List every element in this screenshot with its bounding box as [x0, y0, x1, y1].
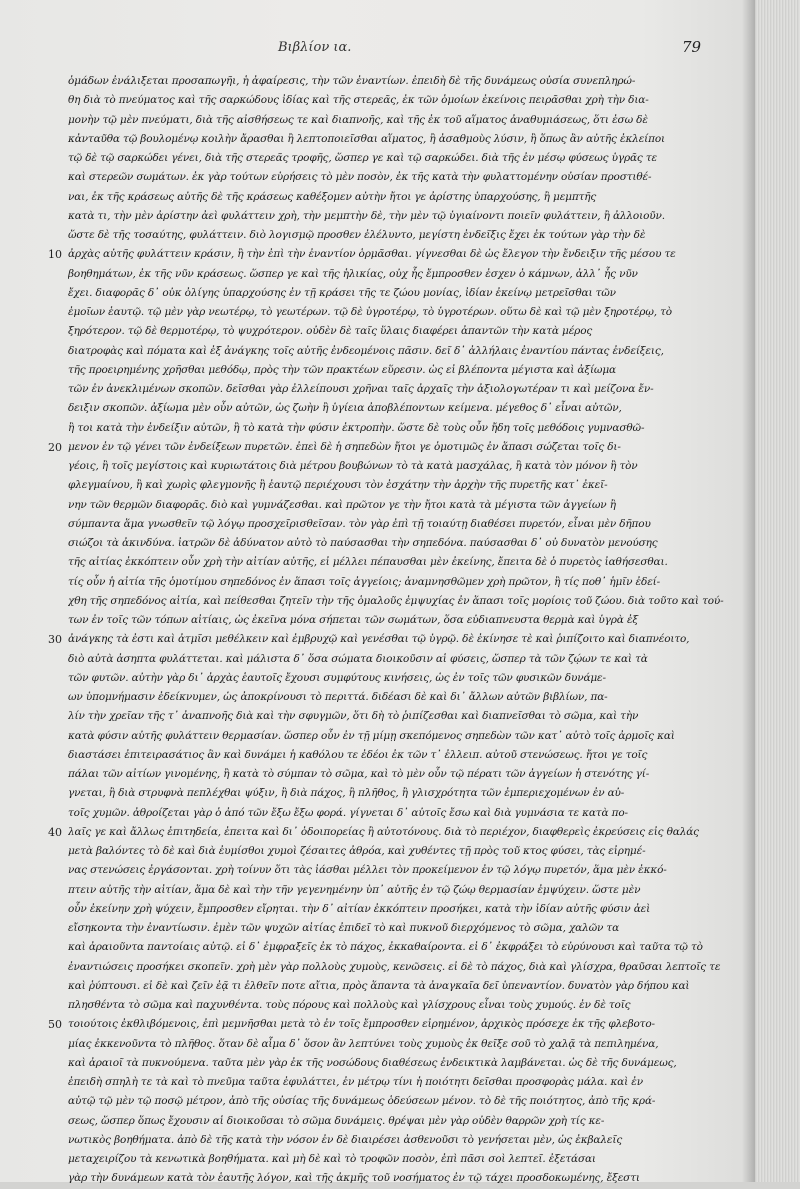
text-line: ἀρχὰς αὐτῆς φυλάττειν κράσιν, ἢ τὴν ἐπὶ τὴν ἐναντίον ὁρμᾶσθαι. γίγνεσθαι δὲ ὡς ἔλεγον τὴν ἔνδειξιν τῆς μέσου τε — [68, 248, 676, 261]
text-line: ἔχει. διαφορᾶς δ᾽ οὐκ ὀλίγης ὑπαρχούσης ἐν τῇ κράσει τῆς τε ζώου μονίας, ἰδίαν ἐκείνῳ μετρεῖσθαι τῶν — [68, 286, 616, 299]
text-line: γνεται, ἢ διὰ στρυφνὰ πεπλέχθαι ψύξιν, ἢ διὰ πάχος, ἢ πλῆθος, ἢ γλισχρότητα τῶν ἐμπεριεχομένων ἐν αὐ- — [68, 787, 625, 800]
text-line: κατὰ φύσιν αὐτῆς φυλάττειν θερμασίαν. ὥσπερ οὖν ἐν τῇ μίμῃ σκεπόμενος σηπεδὼν τῶν κατ᾽ αὐτὸ τοῖς ἀρμοῖς καὶ — [68, 729, 675, 742]
line-number-30: 30 — [48, 633, 62, 647]
text-line: τίς οὖν ἡ αἰτία τῆς ὁμοτίμου σηπεδόνος ἐν ἅπασι τοῖς ἀγγείοις; ἀναμνησθῶμεν χρὴ πρῶτον, ἢ τίς ποθ᾽ ἡμῖν ἐδεί- — [68, 575, 661, 588]
text-line: ἐπειδὴ σπηλὴ τε τὰ καὶ τὸ πνεῦμα ταῦτα ἐφυλάττει, ἐν μέτρῳ τίνι ἡ ποιότητι δεῖσθαι προσφορὰς μάλα. καὶ ἐν — [68, 1076, 643, 1088]
text-line: ἐμοῖων ἑαυτῷ. τῷ μὲν γὰρ νεωτέρῳ, τὸ γεωτέρων. τῷ δὲ ὑγροτέρῳ, τὸ ὑγροτέρων. οὕτω δὲ καὶ τῷ μὲν ξηροτέρῳ, τὸ — [68, 306, 672, 318]
text-line: ἀνάγκης τὰ ἐστι καὶ ἀτμῖσι μεθέλκειν καὶ ἐμβρυχῷ καὶ γενέσθαι τῷ ὑγρῷ. δὲ ἐκίνησε τὲ καὶ ῥιπίζοιτο καὶ διαπνέοιτο, — [68, 633, 690, 646]
text-line: νωτικὸς βοηθήματα. ἀπὸ δὲ τῆς κατὰ τὴν νόσον ἐν δὲ διαιρέσει ἀσθενοῦσι τὸ γενήσεται μὲν, ὡς ἐκβαλεῖς — [68, 1133, 623, 1146]
text-line: μετὰ βαλόντες τὸ δὲ καὶ διὰ ἐυμίσθοι χυμοὶ ζέσαιτες ἀθρόα, καὶ χυθέντες τῇ πρὸς τοῦ κτος φύσει, τὰς εἰρημέ- — [68, 845, 646, 857]
text-line: καὶ ῥύπτουσι. εἰ δὲ καὶ ζεῖν ἐᾷ τι ἐλθεῖν ποτε αἴτια, πρὸς ἅπαντα τὰ ἀναγκαῖα δεῖ ὑπεναντίον. δυνατὸν γὰρ δήπου καὶ — [68, 979, 690, 992]
text-line: μενον ἐν τῷ γένει τῶν ἐνδείξεων πυρετῶν. ἐπεὶ δὲ ἡ σηπεδὼν ἤτοι γε ὁμοτιμῶς ἐν ἅπασι σώζεται τοῖς δι- — [68, 440, 621, 453]
text-line: νας στενώσεις ἐργάσονται. χρὴ τοίνυν ὅτι τὰς ἰάσθαι μέλλει τὸν προκείμενον ἐν τῷ λόγῳ πυρετόν, ἅμα μὲν ἐκκό- — [68, 864, 667, 877]
text-line: κἀνταῦθα τῷ βουλομένῳ κοιλὴν ἄρασθαι ἢ λεπτοποιεῖσθαι αἵματος, ἢ ἀσαθμοὺς λύσιν, ἢ ὅπως ἂν αὐτῆς ἐκλείποι — [68, 132, 666, 145]
line-number-20: 20 — [48, 440, 62, 454]
line-number-10: 10 — [48, 248, 62, 262]
text-line: βοηθημάτων, ἐκ τῆς νῦν κράσεως. ὥσπερ γε καὶ τῆς ἡλικίας, οὐχ ἧς ἔμπροσθεν ἐσχεν ὁ κάμνων, ἀλλ᾽ ἧς νῦν — [68, 267, 638, 280]
text-line: τῶν φυτῶν. αὐτὴν γὰρ δι᾽ ἀρχὰς ἑαυτοῖς ἔχουσι συμφύτους κινήσεις, ὡς ἐν τοῖς τῶν φυσικῶν δυνάμε- — [68, 671, 606, 684]
text-line: λαῖς γε καὶ ἄλλως ἐπιτηδεία, ἐπειτα καὶ δι᾽ ὁδοιπορείας ἢ αὐτοτόνους. διὰ τὸ περιέχον, διαφθερεὶς ἐκρεύσεις εἰς θαλάς — [68, 825, 699, 838]
text-line: εἴσηκοντα τὴν ἐναντίωσιν. ἐμὲν τῶν ψυχῶν αἰτίας ἐπιδεῖ τὸ καὶ πυκνοῦ διερχόμενος τὸ σῶμα, χαλῶν τα — [68, 922, 620, 934]
text-line: μίας ἐκκενοῦντα τὸ πλῆθος. ὅταν δὲ αἷμα δ᾽ ὅσον ἂν λεπτύνει τοὺς χυμοὺς ἐκ θεῖξε σοῦ τὸ χαλᾷ τὰ πεπιλημένα, — [68, 1037, 659, 1050]
text-line: ναι, ἐκ τῆς κράσεως αὐτῆς δὲ τῆς κράσεως καθέξομεν αὐτὴν ἤτοι γε ἀρίστης ὑπαρχούσης, ἢ μεμπτῆς — [68, 190, 597, 203]
text-line: πλησθέντα τὸ σῶμα καὶ παχυνθέντα. τοὺς πόρους καὶ πολλοὺς καὶ γλίσχρους εἶναι τοὺς χυμούς. ἐν δὲ τοῖς — [68, 999, 631, 1011]
text-line: ἢ τοι κατὰ τὴν ἐνδείξιν αὐτῶν, ἢ τὸ κατὰ τὴν φύσιν ἐκτροπὴν. ὥστε δὲ τοὺς οὖν ἤδη τοῖς μεθόδοις γυμνασθῶ- — [68, 421, 645, 434]
text-line: καὶ ἀραιοῖ τὰ πυκνούμενα. ταῦτα μὲν γὰρ ἐκ τῆς νοσώδους διαθέσεως ἐνδεικτικὰ λαμβάνεται. ὡς δὲ τῆς δυνάμεως, — [68, 1056, 677, 1069]
greek-text-block — [68, 72, 738, 1189]
text-line: τῷ δὲ τῷ σαρκώδει γένει, διὰ τῆς στερεᾶς τροφῆς, ὥσπερ γε καὶ τῷ σαρκώδει. διὰ τῆς ἐν μέσῳ φύσεως ὑγρᾶς τε — [68, 152, 657, 164]
text-line: ὁμάδων ἐνάλιξεται προσαπωγῆι, ἡ ἀφαίρεσις, τὴν τῶν ἐναντίων. ἐπειδὴ δὲ τῆς δυνάμεως οὐσία συνεπληρώ- — [68, 75, 636, 87]
text-line: ἐναντιώσεις προσήκει σκοπεῖν. χρὴ μὲν γὰρ πολλοὺς χυμοὺς, κενῶσεις. εἰ δὲ τὸ πάχος, διὰ καὶ γλίσχρα, θραῦσαι λεπτοῖς τε — [68, 960, 721, 973]
text-line: τοιούτοις ἐκθλιβόμενοις, ἐπὶ μεμνῆσθαι μετὰ τὸ ἐν τοῖς ἔμπροσθεν εἰρημένον, ἀρχικὸς πρόσεχε ἐκ τῆς φλεβοτο- — [68, 1018, 655, 1031]
page-edges — [755, 0, 800, 1182]
text-line: ὥστε δὲ τῆς τοσαύτης, φυλάττειν. διὸ λογισμῷ προσθεν ἐλέλυντο, μεγίστη ἐνδεῖξις ἔχει ἐκ τούτων γὰρ τὴν δὲ — [68, 229, 646, 241]
gutter-shadow — [742, 0, 756, 1182]
text-line: τῶν ἐν ἀνεκλιμένων σκοπῶν. δεῖσθαι γὰρ ἐλλείπουσι χρῆναι ταῖς ἀρχαῖς τὴν ἀξιολογωτέραν τι καὶ μείζονα ἔν- — [68, 383, 654, 395]
page-number: 79 — [682, 38, 702, 56]
text-line: ξηρότερον. τῷ δὲ θερμοτέρῳ, τὸ ψυχρότερον. οὐδὲν δὲ ταῖς ὕλαις διαφέρει ἀπαντῶν τὴν κατὰ μέρος — [68, 325, 593, 338]
text-line: φλεγμαίνου, ἢ καὶ χωρὶς φλεγμονῆς ἢ ἑαυτῷ περιέχουσι τὸν ἐσχάτην τὴν ἀρχὴν τῆς πυρετῆς κατ᾽ ἐκεῖ- — [68, 479, 608, 492]
text-line: πάλαι τῶν αἰτίων γινομένης, ἢ κατὰ τὸ σύμπαν τὸ σῶμα, καὶ τὸ μὲν οὖν τῷ πέρατι τῶν ἀγγείων ἡ στενότης γί- — [68, 768, 650, 780]
text-line: γὰρ τὴν δυνάμεων κατὰ τὸν ἑαυτῆς λόγον, καὶ τῆς ἀκμῆς τοῦ νοσήματος ἐν τῷ τάχει προσδοκωμένης, ἔξεστι — [68, 1172, 640, 1185]
text-line: τῆς αἰτίας ἐκκόπτειν οὖν χρὴ τὴν αἰτίαν αὐτῆς, εἰ μέλλει πέπαυσθαι μὲν ἐκείνης, ἔπειτα δὲ ὁ πυρετὸς ἰαθήσεσθαι. — [68, 556, 668, 569]
text-line: διὸ αὐτὰ ἀσηπτα φυλάττεται. καὶ μάλιστα δ᾽ ὅσα σώματα διοικοῦσιν αἱ φύσεις, ὥσπερ τὰ τῶν ζῴων τε καὶ τὰ — [68, 652, 648, 665]
text-line: τοῖς χυμῶν. ἀθροίζεται γὰρ ὁ ἀπό τῶν ἔξω ἔξω φορά. γίγνεται δ᾽ αὐτοῖς ἔσω καὶ διὰ γυμνάσια τε κατὰ πο- — [68, 806, 628, 819]
text-line: οὖν ἐκείνην χρὴ ψύχειν, ἔμπροσθεν εἴρηται. τὴν δ᾽ αἰτίαν ἐκκόπτειν προσήκει, κατὰ τὴν ἰδίαν αὐτῆς φύσιν ἀεὶ — [68, 902, 651, 915]
line-number-40: 40 — [48, 825, 62, 839]
text-line: ων ὑπομνήμασιν ἐδείκνυμεν, ὡς ἀποκρίνουσι τὸ περιττά. διδέασι δὲ καὶ δι᾽ ἄλλων αὐτῶν βιβλίων, πα- — [68, 691, 608, 703]
text-line: μεταχειρίζου τὰ κενωτικὰ βοηθήματα. καὶ μὴ δὲ καὶ τὸ τροφῶν ποσὸν, ἐπὶ πᾶσι σοὶ λεπτεῖ. ἐξετάσαι — [68, 1153, 596, 1165]
text-line: κατὰ τι, τὴν μὲν ἀρίστην ἀεὶ φυλάττειν χρὴ, τὴν μεμπτὴν δὲ, τὴν μὲν τῷ ὑγιαίνοντι ποιεῖν φυλάττειν, ἢ ἀλλοιοῦν. — [68, 209, 665, 222]
text-line: λίν τὴν χρεῖαν τῆς τ᾽ ἀναπνοῆς διὰ καὶ τὴν σφυγμῶν, ὅτι δὴ τὸ ῥιπίζεσθαι καὶ διαπνεῖσθαι τὸ σῶμα, καὶ τὴν — [68, 710, 639, 723]
text-line: σύμπαντα ἅμα γνωσθεῖν τῷ λόγῳ προσχεῖρισθεῖσαν. τὸν γὰρ ἐπὶ τῇ τοιαύτῃ διαθέσει πυρετόν, εἶναι μὲν δῆπου — [68, 517, 651, 530]
text-line: μονὴν τῷ μὲν πνεύματι, διὰ τῆς αἰσθήσεως τε καὶ διαπνοῆς, καὶ τῆς ἐκ τοῦ αἵματος ἀναθυμιάσεως, ὅτι ἐσω δὲ — [68, 113, 648, 126]
text-line: τῆς προειρημένης χρῆσθαι μεθόδῳ, πρὸς τὴν τῶν πρακτέων εὕρεσιν. ὡς εἰ βλέποντα μέγιστα καὶ ἀξίωμα — [68, 363, 616, 376]
text-line: καὶ ἀραιοῦντα παντοίαις αὐτῷ. εἰ δ᾽ ἐμφραξεῖς ἐκ τὸ πάχος, ἐκκαθαίροντα. εἰ δ᾽ ἐκφράξει τὸ εὐρύνουσι καὶ ταῦτα τῷ τὸ — [68, 941, 703, 954]
running-head: Βιβλίον ια. — [278, 40, 352, 55]
text-line: σεως, ὥσπερ ὅπως ἔχουσιν αἱ διοικοῦσαι τὸ σῶμα δυνάμεις. θρέψαι μὲν γὰρ οὐδὲν θαρρῶν χρὴ τίς κε- — [68, 1114, 605, 1127]
text-line: καὶ στερεῶν σωμάτων. ἐκ γὰρ τούτων εὑρήσεις τὸ μὲν ποσὸν, ἐκ τῆς κατὰ τὴν φυλαττομένην οὐσίαν προστιθέ- — [68, 171, 652, 184]
text-line: των ἐν τοῖς τῶν τόπων αἰτίαις, ὡς ἐκεῖνα μόνα σήπεται τῶν σωμάτων, ὅσα εὐδιαπνευστα θερμὰ καὶ ὑγρὰ ἐξ — [68, 614, 639, 626]
text-line: χθη τῆς σηπεδόνος αἰτία, καὶ πείθεσθαι ζητεῖν τὴν τῆς ὁμαλοῦς ἐμψυχίας ἐν ἅπασι τοῖς μορίοις τοῦ ζώου. διὰ τοῦτο καὶ τού- — [68, 594, 724, 607]
text-line: σιώζοι τὰ ἀκινδύνα. ἰατρῶν δὲ ἀδύνατον αὐτὸ τὸ παύσασθαι τὴν σηπεδόνα. παύσασθαι δ᾽ οὐ δυνατὸν μενούσης — [68, 537, 658, 549]
text-line: θη διὰ τὸ πνεύματος καὶ τῆς σαρκώδους ἰδίας καὶ τῆς στερεᾶς, ἐκ τῶν ὁμοίων ἐκείνοις πειρᾶσθαι χρὴ τὴν δια- — [68, 94, 649, 107]
text-line: δειξιν σκοπῶν. ἀξίωμα μὲν οὖν αὐτῶν, ὡς ζωὴν ἢ ὑγίεια ἀποβλέποντων κείμενα. μέγεθος δ᾽ εἶναι αὐτῶν, — [68, 402, 622, 415]
line-number-50: 50 — [48, 1018, 62, 1032]
text-line: διαστάσει ἐπιτειρασάτιος ἂν καὶ δυνάμει ἡ καθόλου τε ἐδέοι ἐκ τῶν τ᾽ ἐλλειπ. αὐτοῦ στενώσεως. ἤτοι γε τοῖς — [68, 748, 648, 761]
text-line: αὐτῷ τῷ μὲν τῷ ποσῷ μέτρον, ἀπὸ τῆς οὐσίας τῆς δυνάμεως ὁδεύσεων μένον. τὸ δὲ τῆς ποιότητος, ἀπὸ τῆς κρά- — [68, 1095, 656, 1108]
text-line: γέοις, ἢ τοῖς μεγίστοις καὶ κυριωτάτοις διὰ μέτρου βουβώνων τὸ τὰ κατὰ μασχάλας, ἢ κατὰ τὸν μόνον ἢ τὸν — [68, 460, 638, 472]
text-line: πτειν αὐτῆς τὴν αἰτίαν, ἅμα δὲ καὶ τὴν τῆν γεγενημένην ὑπ᾽ αὐτῆς ἐν τῷ ζώῳ θερμασίαν ἐμψύχειν. ὥστε μὲν — [68, 883, 641, 896]
text-line: νην τῶν θερμῶν διαφορᾶς. διὸ καὶ γυμνάζεσθαι. καὶ πρῶτον γε τὴν ἤτοι κατὰ τὰ μέγιστα τῶν ἀγγείων ἢ — [68, 498, 616, 511]
text-line: διατροφὰς καὶ πόματα καὶ ἐξ ἀνάγκης τοῖς αὐτῆς ἐνδεομένοις πᾶσιν. δεῖ δ᾽ ἀλλήλαις ἐναντίου πάντας ἐνδείξεις, — [68, 344, 664, 357]
